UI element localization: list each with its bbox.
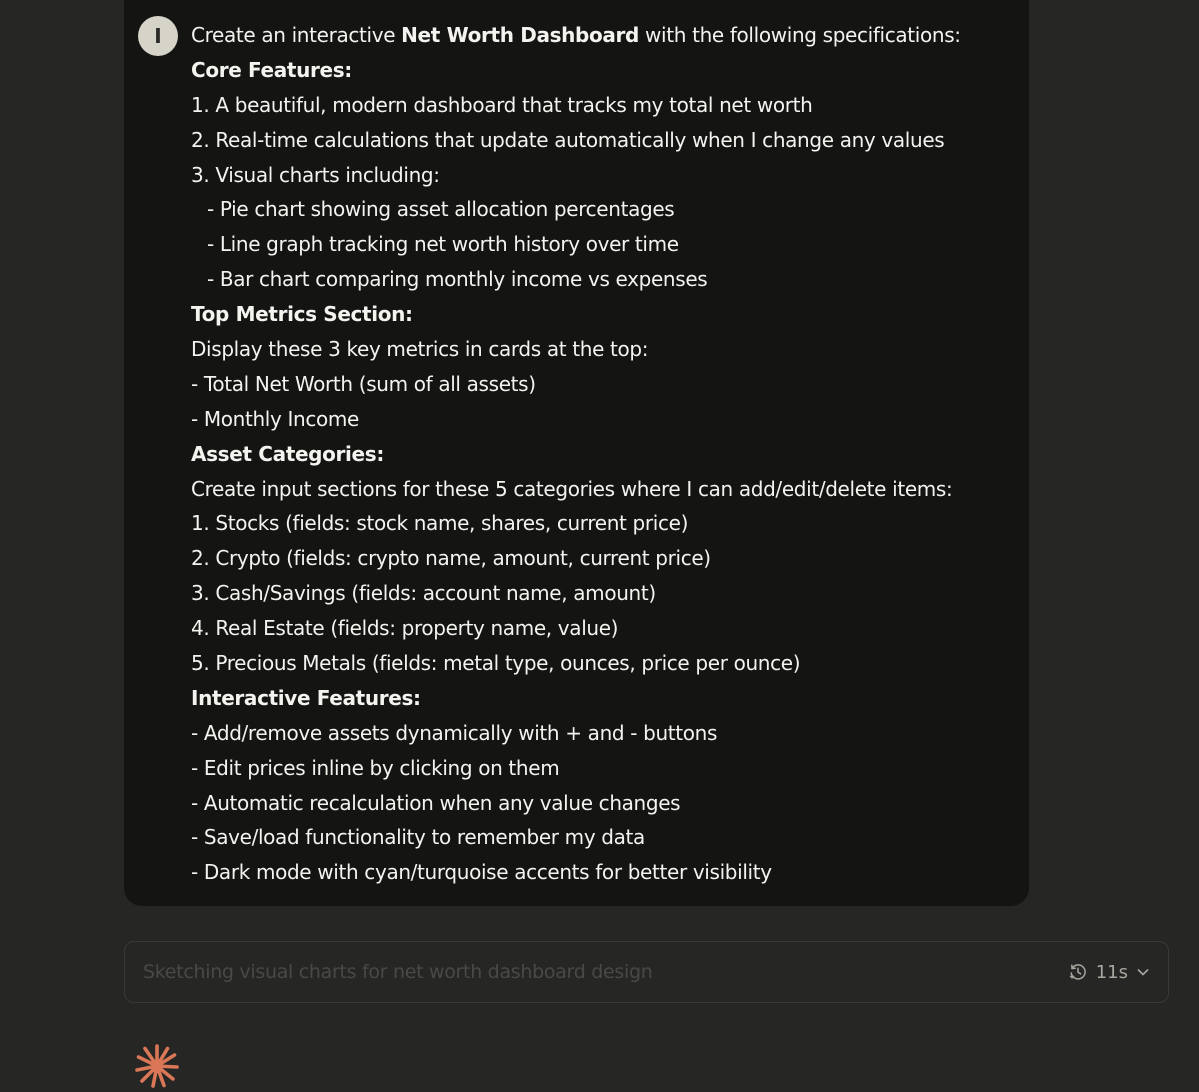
thinking-status-bar[interactable] — [124, 941, 1169, 1003]
message-content — [191, 18, 1021, 890]
core-item: 2. Real-time calculations that update automatically when I change any values — [191, 127, 945, 152]
interactive-features-heading: Interactive Features: — [191, 685, 421, 710]
asset-item: 2. Crypto (fields: crypto name, amount, current price) — [191, 546, 711, 571]
interactive-item: - Save/load functionality to remember my data — [191, 825, 645, 850]
interactive-item: - Edit prices inline by clicking on them — [191, 755, 560, 780]
asset-item: 4. Real Estate (fields: property name, value) — [191, 616, 619, 641]
intro-bold: Net Worth Dashboard — [401, 23, 640, 47]
avatar-initial: I — [154, 24, 162, 48]
thinking-status-text: Sketching visual charts for net worth dashboard design — [143, 961, 653, 983]
core-item: 1. A beautiful, modern dashboard that tracks my total net worth — [191, 92, 813, 117]
asset-item: 5. Precious Metals (fields: metal type, ounces, price per ounce) — [191, 651, 801, 676]
interactive-item: - Add/remove assets dynamically with + and - buttons — [191, 720, 718, 745]
metrics-item: - Monthly Income — [191, 406, 360, 431]
asset-item: 3. Cash/Savings (fields: account name, amount) — [191, 581, 656, 606]
clock-rewind-icon — [1068, 962, 1088, 982]
thinking-timer[interactable] — [1068, 942, 1150, 1002]
intro-line — [191, 18, 1021, 53]
user-message — [124, 0, 1029, 906]
metrics-item: - Total Net Worth (sum of all assets) — [191, 371, 536, 396]
interactive-item: - Automatic recalculation when any value changes — [191, 790, 681, 815]
claude-spark-icon — [134, 1043, 180, 1089]
chevron-down-icon[interactable] — [1136, 965, 1150, 979]
core-item: 3. Visual charts including: — [191, 162, 440, 187]
chart-item: - Pie chart showing asset allocation percentages — [207, 197, 675, 222]
chart-item: - Bar chart comparing monthly income vs expenses — [207, 267, 708, 292]
chart-item: - Line graph tracking net worth history over time — [207, 232, 679, 257]
asset-item: 1. Stocks (fields: stock name, shares, current price) — [191, 511, 689, 536]
asset-item: Create input sections for these 5 categories where I can add/edit/delete items: — [191, 476, 953, 501]
intro-suffix: with the following specifications: — [639, 23, 961, 47]
asset-categories-heading: Asset Categories: — [191, 441, 384, 466]
user-avatar[interactable] — [138, 16, 178, 56]
top-metrics-heading: Top Metrics Section: — [191, 302, 413, 327]
thinking-elapsed: 11s — [1095, 961, 1128, 983]
interactive-item: - Dark mode with cyan/turquoise accents for better visibility — [191, 860, 772, 885]
metrics-item: Display these 3 key metrics in cards at the top: — [191, 337, 649, 362]
core-features-heading: Core Features: — [191, 57, 352, 82]
intro-prefix: Create an interactive — [191, 23, 402, 47]
